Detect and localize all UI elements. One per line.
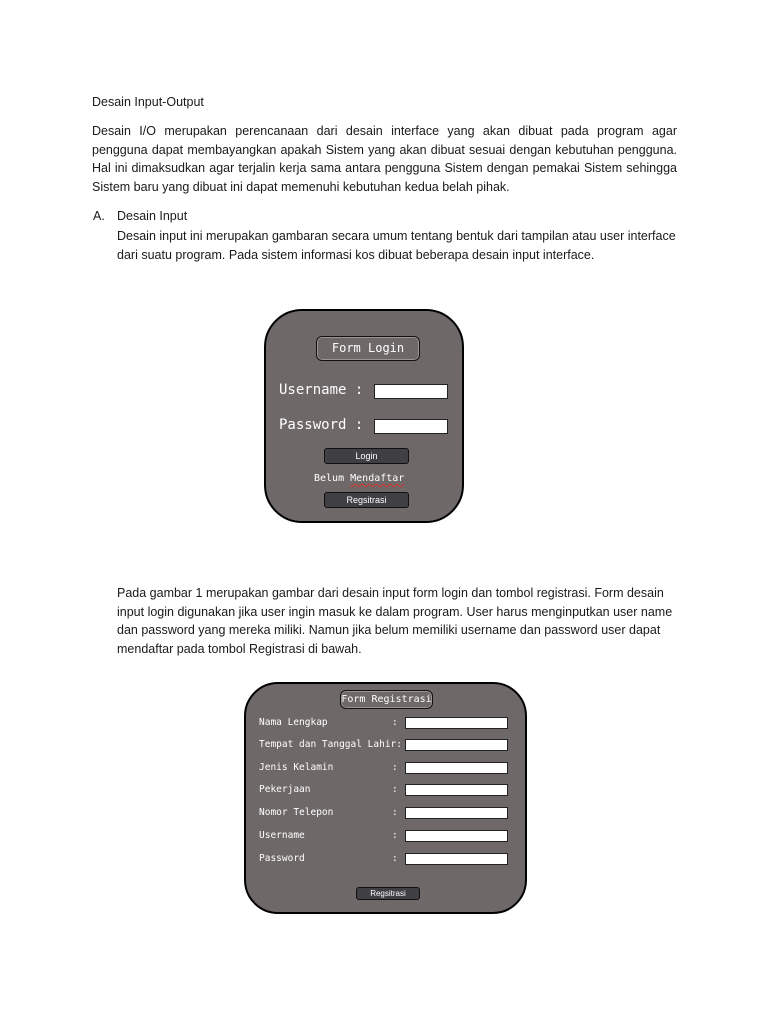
register-field-label: Tempat dan Tanggal Lahir: — [259, 739, 402, 750]
field-colon: : — [392, 853, 398, 864]
register-button[interactable]: Regsitrasi — [324, 492, 409, 508]
intro-paragraph: Desain I/O merupakan perencanaan dari desain interface yang akan dibuat pada program agar pengguna dapat membayangkan apakah Sistem yang akan dibuat sesuai dengan kebutuhan pengguna. Hal ini dimaksudkan agar terjalin kerja sama antara pengguna Sistem dengan pemakai Sistem sehingga Sistem baru yang dibuat ini dapat memenuhi kebutuhan kedua belah pihak. — [92, 124, 677, 194]
password-input[interactable] — [405, 853, 508, 865]
pekerjaan-input[interactable] — [405, 784, 508, 796]
register-field-label: Jenis Kelamin — [259, 762, 334, 773]
register-form-title: Form Registrasi — [340, 690, 433, 709]
login-form-figure — [264, 309, 464, 523]
nama-lengkap-input[interactable] — [405, 717, 508, 729]
login-button[interactable]: Login — [324, 448, 409, 464]
username-input[interactable] — [405, 830, 508, 842]
field-colon: : — [392, 784, 398, 795]
login-description-paragraph: Pada gambar 1 merupakan gambar dari desain input form login dan tombol registrasi. Form desain input login digunakan jika user ingin masuk ke dalam program. User harus menginputkan user name dan password yang mereka miliki. Namun jika belum memiliki username dan password user dapat mendaftar pada tombol Registrasi di bawah. — [117, 586, 673, 656]
field-colon: : — [392, 762, 398, 773]
field-colon: : — [392, 807, 398, 818]
document-heading: Desain Input-Output — [92, 95, 204, 109]
tempat-tanggal-lahir-input[interactable] — [405, 739, 508, 751]
section-title: Desain Input — [117, 209, 188, 223]
register-field-label: Nomor Telepon — [259, 807, 334, 818]
register-field-label: Username — [259, 830, 305, 841]
register-prompt-prefix: Belum — [314, 473, 345, 484]
nomor-telepon-input[interactable] — [405, 807, 508, 819]
section-heading — [93, 209, 187, 223]
username-input[interactable] — [374, 384, 448, 399]
register-form-figure — [244, 682, 527, 914]
section-body: Desain input ini merupakan gambaran secara umum tentang bentuk dari tampilan atau user interface dari suatu program. Pada sistem informasi kos dibuat beberapa desain input interface. — [117, 229, 676, 262]
section-marker: A. — [93, 209, 105, 223]
register-prompt-word: Mendaftar — [350, 473, 405, 484]
register-submit-button[interactable]: Regsitrasi — [356, 887, 420, 900]
register-field-label: Pekerjaan — [259, 784, 311, 795]
register-prompt — [314, 473, 404, 484]
jenis-kelamin-input[interactable] — [405, 762, 508, 774]
username-label: Username : — [279, 382, 364, 398]
field-colon: : — [392, 830, 398, 841]
register-field-label: Nama Lengkap — [259, 717, 328, 728]
field-colon: : — [392, 717, 398, 728]
login-form-title: Form Login — [316, 336, 420, 361]
password-label: Password : — [279, 417, 364, 433]
register-field-label: Password — [259, 853, 305, 864]
password-input[interactable] — [374, 419, 448, 434]
